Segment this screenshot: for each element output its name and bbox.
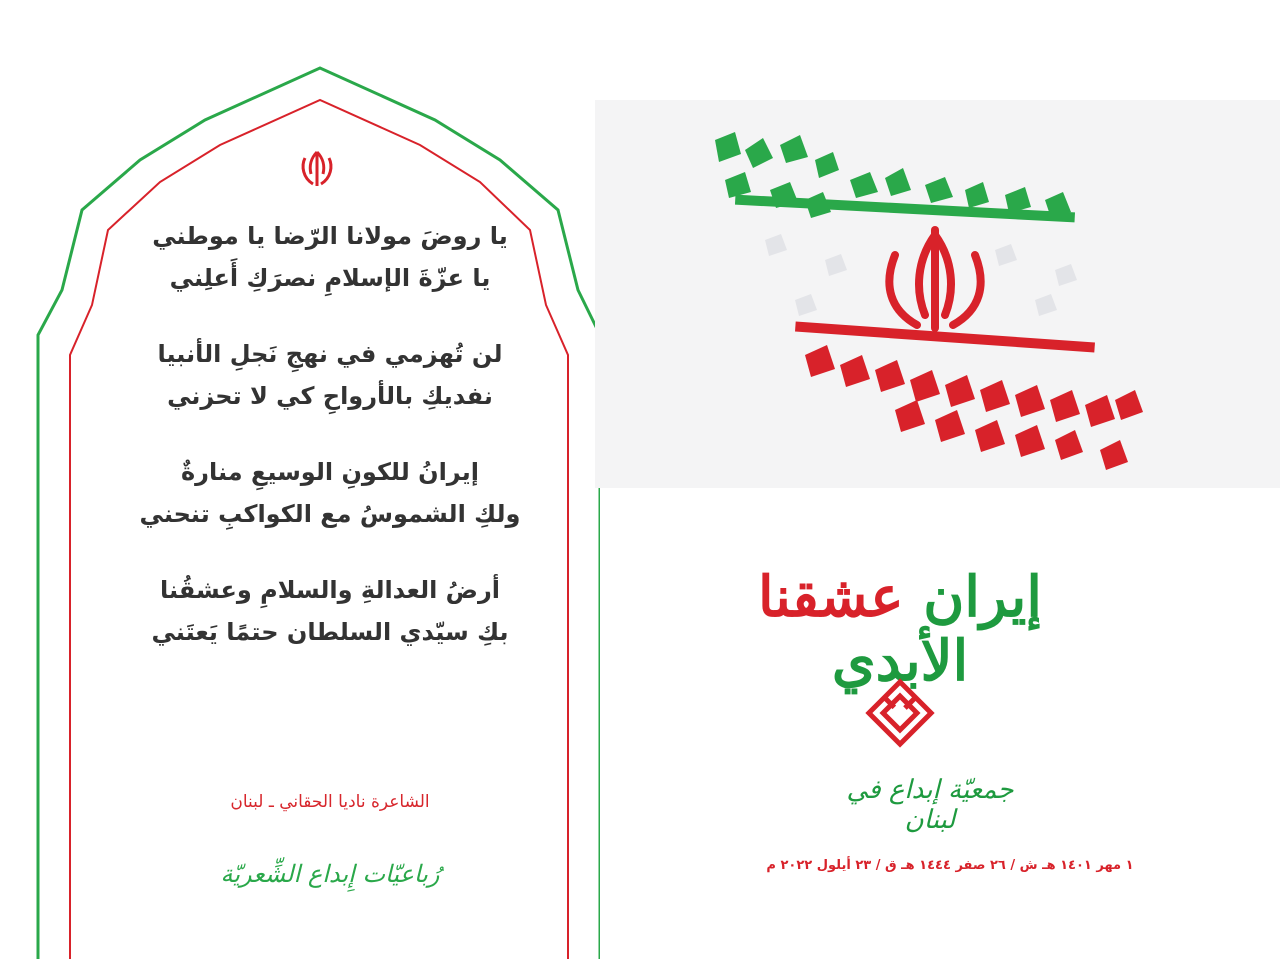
verse: نفديكِ بالأرواحِ كي لا تحزني xyxy=(167,382,493,410)
verse: أرضُ العدالةِ والسلامِ وعشقُنا xyxy=(159,576,501,604)
poem xyxy=(100,215,560,775)
verse: بكِ سيّدي السلطان حتمًا يَعتَني xyxy=(151,618,509,646)
date-line: ١ مهر ١٤٠١ هـ ش / ٢٦ صفر ١٤٤٤ هـ ق / ٢٣ أيلول ٢٠٢٢ م xyxy=(766,858,1134,873)
headline-part-2: عشقنا xyxy=(758,564,904,630)
butterfly-flag-image xyxy=(595,100,1280,488)
verse: ولكِ الشموسُ مع الكواكبِ تنحني xyxy=(139,500,521,528)
iran-emblem-icon xyxy=(297,148,337,190)
headline-part-3: الأبدي xyxy=(831,628,969,694)
kufic-seal-icon xyxy=(860,678,940,748)
headline xyxy=(740,565,1060,693)
verse: يا روضَ مولانا الرّضا يا موطني xyxy=(152,222,508,250)
verse: يا عزّةَ الإسلامِ نصرَكِ أَعلِني xyxy=(169,264,491,292)
stanza-3 xyxy=(100,451,560,535)
stanza-2 xyxy=(100,333,560,417)
verse: لن تُهزمي في نهجِ نَجلِ الأنبيا xyxy=(157,340,503,368)
headline-part-1: إيران xyxy=(923,564,1042,630)
stanza-1 xyxy=(100,215,560,299)
series-title: رُباعيّات إِبداع الشِّعريّة xyxy=(220,860,440,888)
stanza-4 xyxy=(100,569,560,653)
organization-name: جمعيّة إبداع في لبنان xyxy=(846,775,1014,835)
poet-credit: الشاعرة ناديا الحقاني ـ لبنان xyxy=(230,792,430,812)
verse: إيرانُ للكونِ الوسيعِ منارةٌ xyxy=(181,458,479,486)
